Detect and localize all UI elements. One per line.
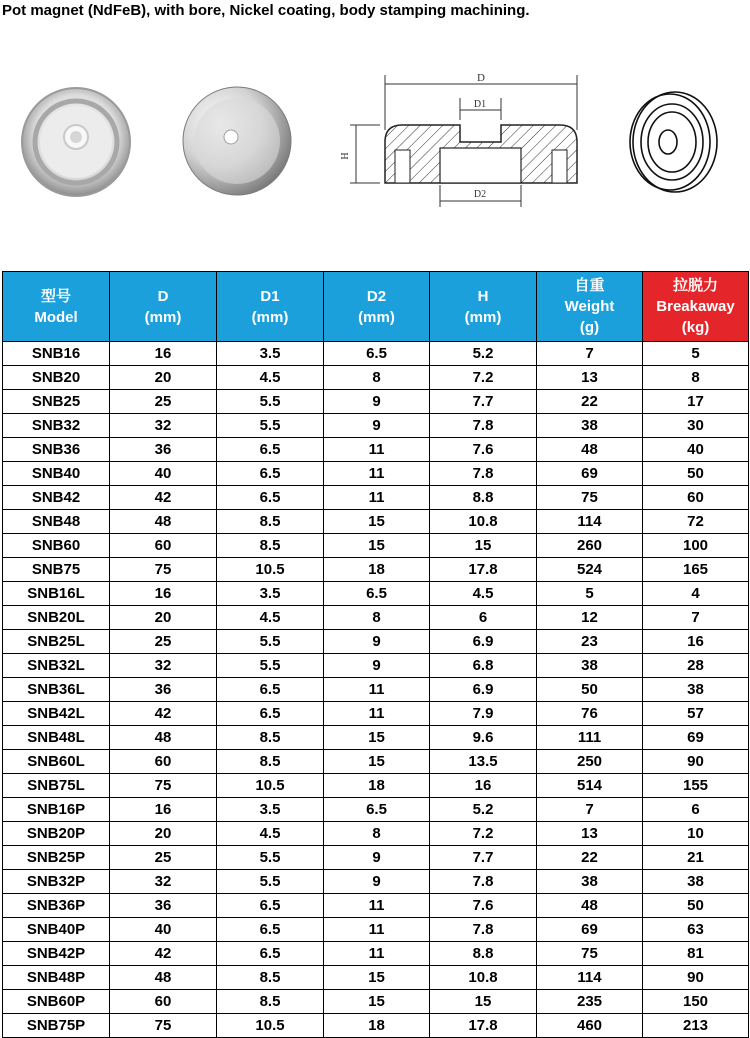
cell-model: SNB40P [3, 918, 110, 942]
cell-h: 7.6 [430, 438, 537, 462]
cell-weight: 250 [537, 750, 643, 774]
cell-d: 16 [110, 798, 217, 822]
dimension-d2-label: D2 [473, 189, 487, 200]
cell-d: 16 [110, 582, 217, 606]
cell-d2: 11 [324, 702, 430, 726]
cell-model: SNB75P [3, 1014, 110, 1038]
cell-d2: 11 [324, 462, 430, 486]
cell-breakaway: 100 [643, 534, 749, 558]
cell-breakaway: 60 [643, 486, 749, 510]
cell-h: 17.8 [430, 1014, 537, 1038]
cell-h: 5.2 [430, 342, 537, 366]
cell-d1: 5.5 [217, 654, 324, 678]
magnet-back-view-photo [183, 87, 291, 195]
cell-model: SNB32P [3, 870, 110, 894]
cell-model: SNB42L [3, 702, 110, 726]
table-row [3, 510, 749, 534]
cell-weight: 114 [537, 966, 643, 990]
cell-d1: 4.5 [217, 606, 324, 630]
cell-h: 17.8 [430, 558, 537, 582]
header-model: 型号 Model [3, 272, 110, 342]
cell-d1: 5.5 [217, 390, 324, 414]
cell-breakaway: 4 [643, 582, 749, 606]
cell-breakaway: 38 [643, 678, 749, 702]
table-row [3, 822, 749, 846]
cell-d2: 6.5 [324, 582, 430, 606]
cell-d2: 11 [324, 678, 430, 702]
cell-d1: 6.5 [217, 918, 324, 942]
table-row [3, 894, 749, 918]
header-weight: 自重 Weight (g) [537, 272, 643, 342]
cell-d: 36 [110, 438, 217, 462]
cell-d1: 8.5 [217, 534, 324, 558]
cell-d1: 8.5 [217, 750, 324, 774]
cell-h: 6.9 [430, 678, 537, 702]
cell-d: 32 [110, 654, 217, 678]
cell-d: 40 [110, 462, 217, 486]
cell-d1: 6.5 [217, 486, 324, 510]
cell-model: SNB36 [3, 438, 110, 462]
cell-model: SNB48L [3, 726, 110, 750]
cell-weight: 38 [537, 414, 643, 438]
cell-d1: 10.5 [217, 558, 324, 582]
cell-model: SNB25P [3, 846, 110, 870]
cell-h: 7.2 [430, 822, 537, 846]
cell-d: 48 [110, 726, 217, 750]
cell-d2: 15 [324, 750, 430, 774]
cell-breakaway: 213 [643, 1014, 749, 1038]
table-row [3, 702, 749, 726]
cell-d2: 9 [324, 846, 430, 870]
cell-d: 25 [110, 846, 217, 870]
cell-d1: 8.5 [217, 966, 324, 990]
cell-breakaway: 28 [643, 654, 749, 678]
cell-model: SNB16L [3, 582, 110, 606]
cell-d2: 15 [324, 966, 430, 990]
cell-d: 20 [110, 366, 217, 390]
table-row [3, 942, 749, 966]
cell-breakaway: 10 [643, 822, 749, 846]
cell-breakaway: 16 [643, 630, 749, 654]
cell-weight: 69 [537, 462, 643, 486]
cell-breakaway: 155 [643, 774, 749, 798]
cell-d1: 8.5 [217, 990, 324, 1014]
table-row [3, 462, 749, 486]
cell-d: 42 [110, 942, 217, 966]
cell-model: SNB20L [3, 606, 110, 630]
cell-model: SNB32 [3, 414, 110, 438]
cell-h: 6 [430, 606, 537, 630]
header-d: D (mm) [110, 272, 217, 342]
cell-model: SNB25 [3, 390, 110, 414]
cell-h: 7.8 [430, 870, 537, 894]
cell-h: 9.6 [430, 726, 537, 750]
cell-weight: 524 [537, 558, 643, 582]
cell-weight: 13 [537, 366, 643, 390]
cell-weight: 7 [537, 342, 643, 366]
cell-d: 48 [110, 966, 217, 990]
cell-d2: 18 [324, 1014, 430, 1038]
dimension-d1-label: D1 [473, 99, 487, 110]
cell-d2: 11 [324, 918, 430, 942]
table-row [3, 438, 749, 462]
cell-weight: 38 [537, 870, 643, 894]
cell-d: 20 [110, 822, 217, 846]
cell-model: SNB40 [3, 462, 110, 486]
cell-weight: 75 [537, 942, 643, 966]
cell-weight: 23 [537, 630, 643, 654]
dimension-h-label: H [340, 152, 351, 160]
cell-d1: 3.5 [217, 798, 324, 822]
cell-weight: 13 [537, 822, 643, 846]
cell-d2: 8 [324, 366, 430, 390]
cell-h: 7.7 [430, 846, 537, 870]
table-row [3, 390, 749, 414]
cell-breakaway: 150 [643, 990, 749, 1014]
table-row [3, 678, 749, 702]
cell-d: 60 [110, 750, 217, 774]
table-header-row [3, 272, 749, 342]
cell-d1: 3.5 [217, 342, 324, 366]
cell-weight: 22 [537, 846, 643, 870]
cell-model: SNB16P [3, 798, 110, 822]
cell-breakaway: 90 [643, 750, 749, 774]
cell-d2: 18 [324, 774, 430, 798]
cell-d2: 9 [324, 870, 430, 894]
header-d2: D2 (mm) [324, 272, 430, 342]
cell-model: SNB48P [3, 966, 110, 990]
table-row [3, 630, 749, 654]
cell-model: SNB36L [3, 678, 110, 702]
cell-model: SNB20 [3, 366, 110, 390]
cell-d1: 4.5 [217, 822, 324, 846]
cell-d: 36 [110, 678, 217, 702]
header-breakaway: 拉脱力 Breakaway (kg) [643, 272, 749, 342]
table-row [3, 750, 749, 774]
cell-d2: 11 [324, 438, 430, 462]
cell-weight: 48 [537, 438, 643, 462]
cell-d2: 6.5 [324, 342, 430, 366]
cell-h: 16 [430, 774, 537, 798]
cell-d1: 3.5 [217, 582, 324, 606]
cell-model: SNB20P [3, 822, 110, 846]
cell-d: 75 [110, 774, 217, 798]
cell-h: 6.8 [430, 654, 537, 678]
cell-weight: 38 [537, 654, 643, 678]
cell-h: 7.7 [430, 390, 537, 414]
cell-d1: 6.5 [217, 942, 324, 966]
cell-h: 15 [430, 990, 537, 1014]
cell-weight: 48 [537, 894, 643, 918]
specification-table [2, 271, 749, 1038]
cell-d1: 5.5 [217, 630, 324, 654]
cell-h: 10.8 [430, 510, 537, 534]
cell-model: SNB25L [3, 630, 110, 654]
table-row [3, 726, 749, 750]
table-row [3, 798, 749, 822]
cell-d1: 10.5 [217, 774, 324, 798]
cell-breakaway: 63 [643, 918, 749, 942]
cell-d: 75 [110, 558, 217, 582]
cell-model: SNB32L [3, 654, 110, 678]
cell-d2: 15 [324, 726, 430, 750]
cell-weight: 260 [537, 534, 643, 558]
cell-d2: 9 [324, 654, 430, 678]
cell-weight: 50 [537, 678, 643, 702]
cell-h: 7.6 [430, 894, 537, 918]
cell-d2: 6.5 [324, 798, 430, 822]
cell-breakaway: 57 [643, 702, 749, 726]
cell-h: 13.5 [430, 750, 537, 774]
cell-breakaway: 40 [643, 438, 749, 462]
cell-d: 60 [110, 534, 217, 558]
table-row [3, 582, 749, 606]
table-row [3, 774, 749, 798]
cell-model: SNB36P [3, 894, 110, 918]
cell-d1: 6.5 [217, 894, 324, 918]
cell-d2: 8 [324, 606, 430, 630]
cell-d2: 11 [324, 942, 430, 966]
cell-weight: 460 [537, 1014, 643, 1038]
cell-d: 16 [110, 342, 217, 366]
cell-d1: 5.5 [217, 846, 324, 870]
table-body [3, 342, 749, 1038]
table-row [3, 534, 749, 558]
cell-h: 10.8 [430, 966, 537, 990]
cell-weight: 114 [537, 510, 643, 534]
table-row [3, 342, 749, 366]
cell-breakaway: 50 [643, 894, 749, 918]
cell-d: 25 [110, 630, 217, 654]
cell-d: 60 [110, 990, 217, 1014]
cell-d: 32 [110, 870, 217, 894]
cell-d1: 10.5 [217, 1014, 324, 1038]
cell-model: SNB60 [3, 534, 110, 558]
cell-d1: 5.5 [217, 414, 324, 438]
cell-h: 15 [430, 534, 537, 558]
cell-h: 5.2 [430, 798, 537, 822]
cell-breakaway: 69 [643, 726, 749, 750]
table-row [3, 918, 749, 942]
cell-d: 36 [110, 894, 217, 918]
table-row [3, 366, 749, 390]
cell-d2: 18 [324, 558, 430, 582]
technical-drawing [340, 72, 577, 207]
cell-d: 42 [110, 486, 217, 510]
cell-model: SNB42P [3, 942, 110, 966]
cell-model: SNB60L [3, 750, 110, 774]
cell-d2: 15 [324, 534, 430, 558]
cell-model: SNB75 [3, 558, 110, 582]
cell-breakaway: 17 [643, 390, 749, 414]
cell-weight: 22 [537, 390, 643, 414]
cell-d2: 15 [324, 990, 430, 1014]
cell-weight: 76 [537, 702, 643, 726]
cell-model: SNB75L [3, 774, 110, 798]
table-row [3, 414, 749, 438]
cell-d2: 11 [324, 894, 430, 918]
table-row [3, 1014, 749, 1038]
header-d1: D1 (mm) [217, 272, 324, 342]
cell-weight: 75 [537, 486, 643, 510]
cell-breakaway: 81 [643, 942, 749, 966]
cell-d: 42 [110, 702, 217, 726]
cell-h: 7.8 [430, 462, 537, 486]
cell-breakaway: 165 [643, 558, 749, 582]
cell-d2: 15 [324, 510, 430, 534]
cell-d1: 8.5 [217, 726, 324, 750]
dimension-d-label: D [477, 72, 485, 84]
magnet-outline-sketch [630, 92, 717, 192]
table-row [3, 654, 749, 678]
cell-h: 7.9 [430, 702, 537, 726]
page-title: Pot magnet (NdFeB), with bore, Nickel coating, body stamping machining. [2, 2, 530, 19]
cell-model: SNB48 [3, 510, 110, 534]
cell-d: 32 [110, 414, 217, 438]
table-row [3, 966, 749, 990]
table-row [3, 486, 749, 510]
cell-h: 7.8 [430, 414, 537, 438]
cell-breakaway: 8 [643, 366, 749, 390]
cell-breakaway: 7 [643, 606, 749, 630]
cell-breakaway: 21 [643, 846, 749, 870]
cell-breakaway: 6 [643, 798, 749, 822]
cell-d2: 9 [324, 630, 430, 654]
product-illustrations [0, 70, 750, 215]
magnet-top-view-photo [22, 88, 130, 196]
cell-d: 25 [110, 390, 217, 414]
cell-model: SNB42 [3, 486, 110, 510]
table-row [3, 990, 749, 1014]
cell-h: 7.2 [430, 366, 537, 390]
cell-h: 8.8 [430, 942, 537, 966]
cell-weight: 111 [537, 726, 643, 750]
cell-d1: 6.5 [217, 462, 324, 486]
cell-h: 6.9 [430, 630, 537, 654]
cell-d2: 9 [324, 390, 430, 414]
header-h: H (mm) [430, 272, 537, 342]
cell-d2: 9 [324, 414, 430, 438]
cell-d1: 6.5 [217, 702, 324, 726]
table-row [3, 606, 749, 630]
cell-breakaway: 50 [643, 462, 749, 486]
cell-weight: 7 [537, 798, 643, 822]
table-row [3, 846, 749, 870]
table-row [3, 870, 749, 894]
cell-weight: 514 [537, 774, 643, 798]
cell-d1: 6.5 [217, 438, 324, 462]
cell-model: SNB16 [3, 342, 110, 366]
cell-d1: 6.5 [217, 678, 324, 702]
table-row [3, 558, 749, 582]
cell-d1: 4.5 [217, 366, 324, 390]
cell-breakaway: 5 [643, 342, 749, 366]
cell-d1: 8.5 [217, 510, 324, 534]
cell-weight: 12 [537, 606, 643, 630]
cell-breakaway: 30 [643, 414, 749, 438]
cell-d: 48 [110, 510, 217, 534]
cell-h: 8.8 [430, 486, 537, 510]
cell-d2: 11 [324, 486, 430, 510]
cell-weight: 235 [537, 990, 643, 1014]
cell-d2: 8 [324, 822, 430, 846]
cell-breakaway: 90 [643, 966, 749, 990]
cell-weight: 5 [537, 582, 643, 606]
cell-h: 7.8 [430, 918, 537, 942]
cell-d: 20 [110, 606, 217, 630]
cell-d1: 5.5 [217, 870, 324, 894]
cell-weight: 69 [537, 918, 643, 942]
cell-breakaway: 72 [643, 510, 749, 534]
cell-breakaway: 38 [643, 870, 749, 894]
cell-model: SNB60P [3, 990, 110, 1014]
cell-d: 75 [110, 1014, 217, 1038]
cell-h: 4.5 [430, 582, 537, 606]
cell-d: 40 [110, 918, 217, 942]
